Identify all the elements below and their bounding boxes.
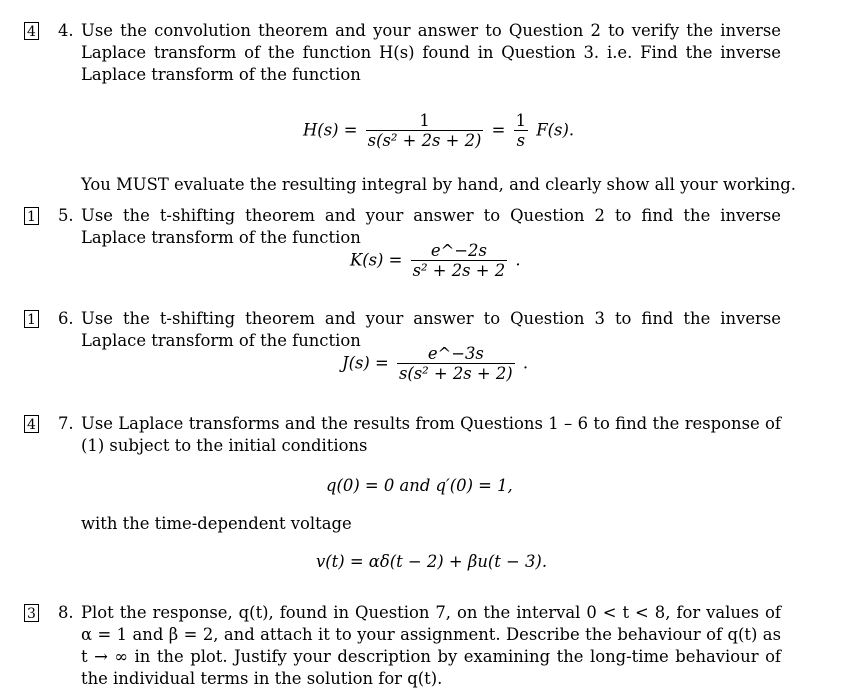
fraction [514,112,528,150]
fraction-numerator: 1 [515,111,527,130]
marks-box: 1 [24,310,39,328]
fraction-numerator: e^−3s [427,344,484,363]
marks-box: 4 [24,22,39,40]
marks-box: 4 [24,415,39,433]
fraction-numerator: 1 [419,111,430,130]
fraction [397,345,515,383]
question-text: Use Laplace transforms and the results from Questions 1 – 6 to find the response of (1) subject to the initial conditions [81,414,781,455]
equation-k [350,242,521,280]
equation-lhs: J(s) = [342,353,389,373]
question-text: Use the convolution theorem and your answer to Question 2 to verify the inverse Laplace transform of the function H(s) found in Question 3. i.e. Find the inverse Laplace transform of the function [81,21,781,84]
equation-tail: F(s). [536,120,575,140]
fraction [411,242,508,280]
question-number: 5. [58,206,74,225]
question-text: Plot the response, q(t), found in Question 7, on the interval 0 < t < 8, for values of α = 1 and β = 2, and attach it to your assignment. Describe the behaviour of q(t) as t → ∞ in the plot. Justify your description by examining the long-time behaviour of the individual terms in the solution for q(t). [81,603,781,688]
fraction [366,112,484,150]
fraction-denominator: s(s² + 2s + 2) [398,364,513,383]
fraction-denominator: s² + 2s + 2 [412,261,506,280]
equation-tail: . [522,353,529,373]
fraction-denominator: s(s² + 2s + 2) [367,131,482,150]
question-text: Use the t-shifting theorem and your answer to Question 2 to find the inverse Laplace transform of the function [81,206,781,247]
marks-box: 1 [24,207,39,225]
fraction-numerator: e^−2s [430,241,487,260]
voltage-intro-text: with the time-dependent voltage [81,514,352,533]
voltage-equation: v(t) = αδ(t − 2) + βu(t − 3). [316,552,548,571]
equation-j [342,345,528,383]
marks-box: 3 [24,604,39,622]
question-number: 6. [58,309,74,328]
question-number: 8. [58,603,74,622]
initial-conditions-equation: q(0) = 0 and q′(0) = 1, [326,476,513,495]
instruction-text: You MUST evaluate the resulting integral by hand, and clearly show all your working. [81,175,796,194]
equation-tail: . [515,250,521,270]
question-number: 7. [58,414,74,433]
question-text: Use the t-shifting theorem and your answer to Question 3 to find the inverse Laplace transform of the function [81,309,781,350]
question-number: 4. [58,21,74,40]
equation-lhs: K(s) = [350,250,403,270]
equation-lhs: H(s) = [303,120,358,140]
fraction-denominator: s [514,130,528,150]
equals-sign: = [491,120,506,140]
equation-h [303,112,574,150]
